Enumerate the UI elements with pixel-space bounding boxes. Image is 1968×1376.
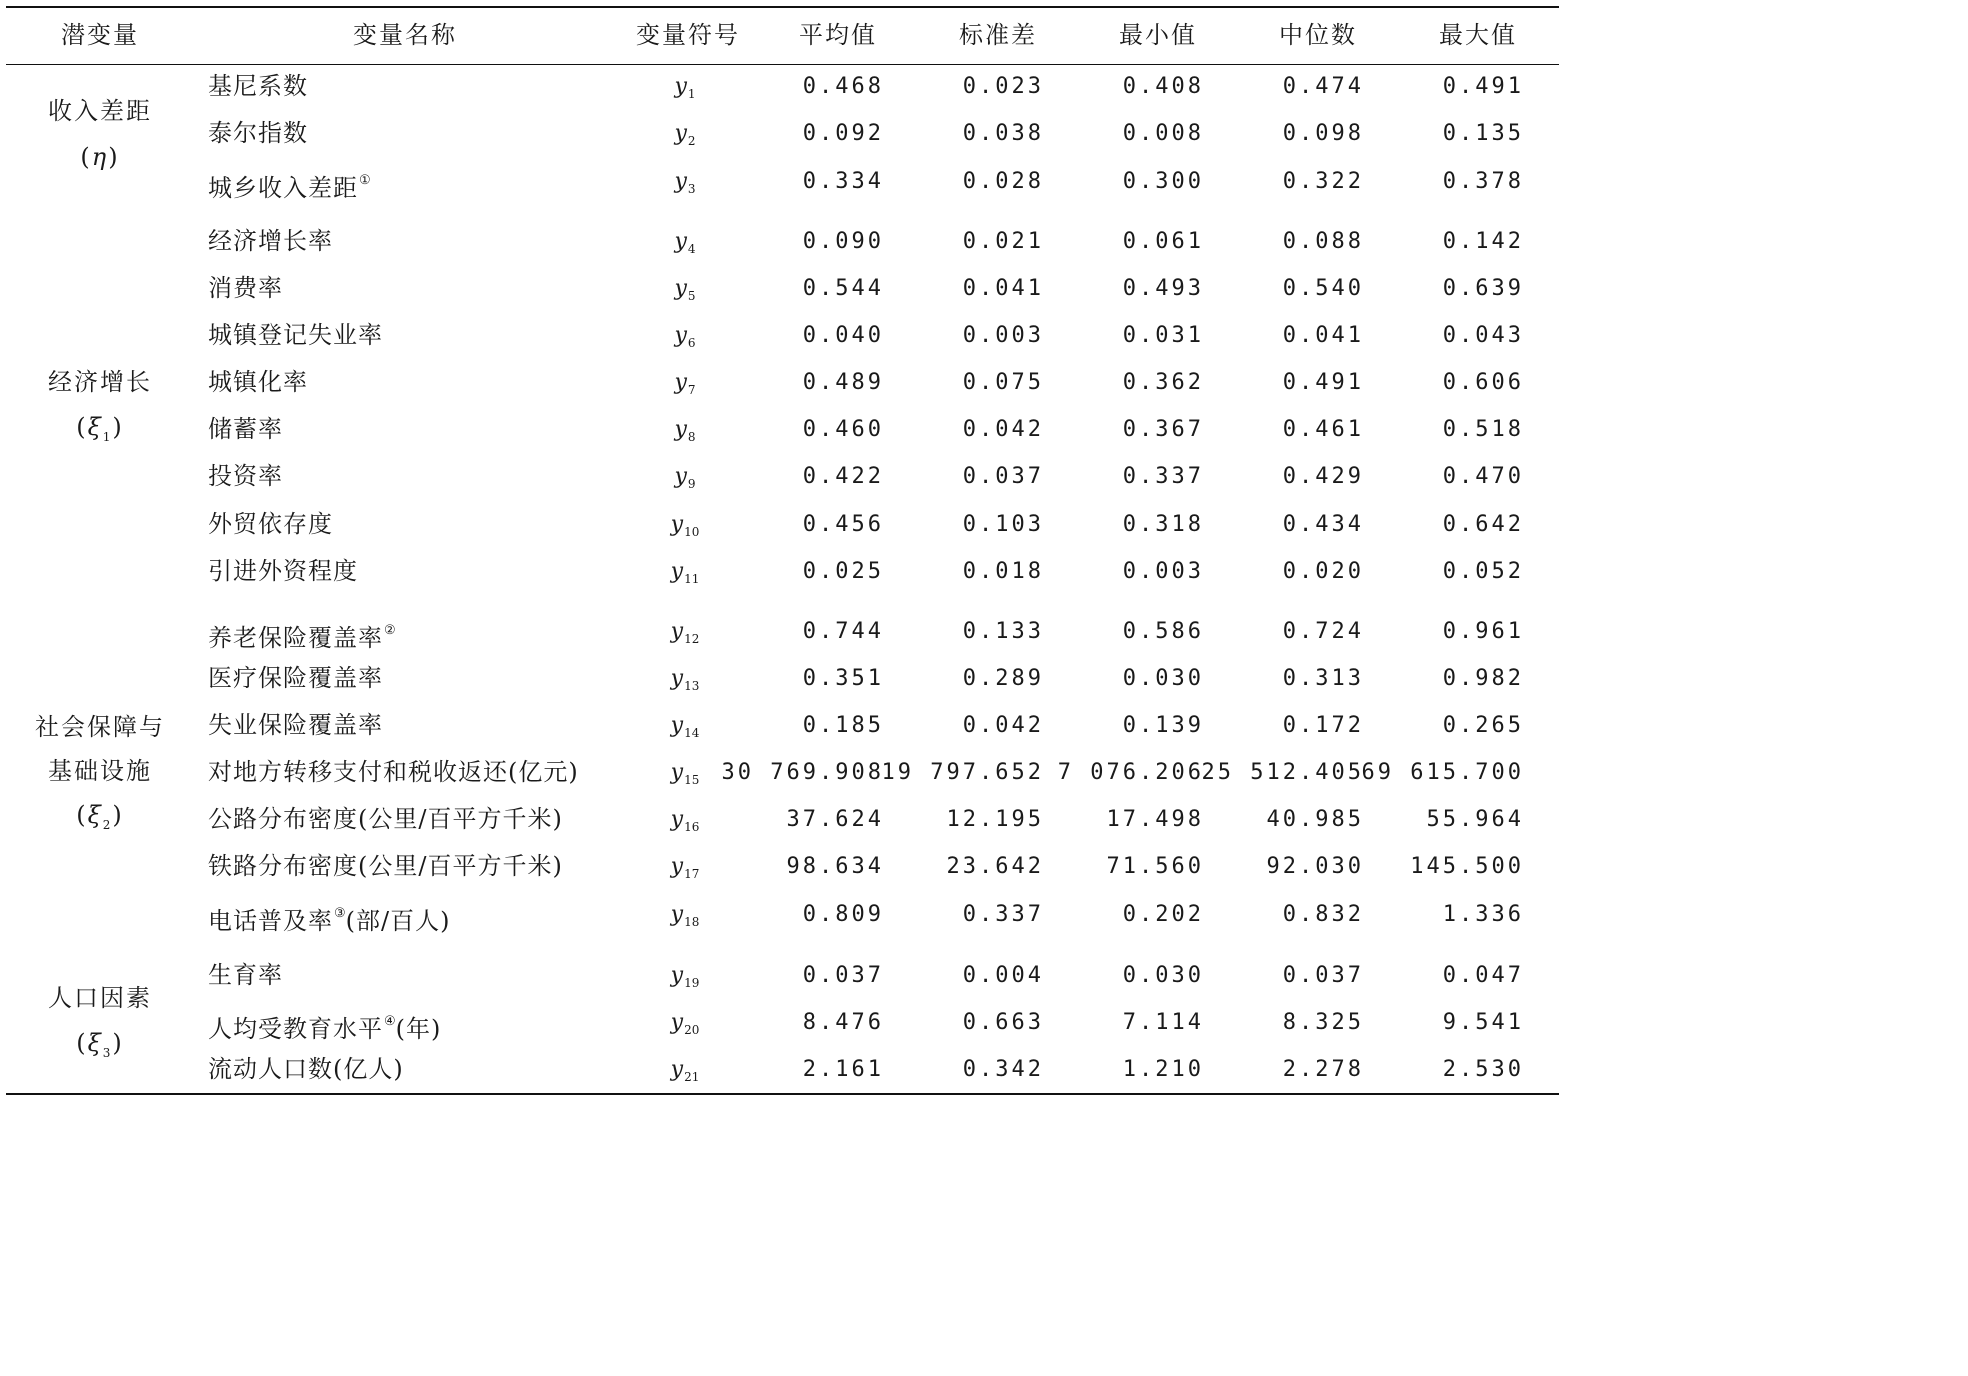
header-min: 最小值 bbox=[1119, 21, 1197, 49]
cell-variable-symbol bbox=[625, 275, 745, 310]
cell-median: 0.098 bbox=[1282, 121, 1364, 146]
table-top-rule bbox=[6, 6, 1559, 8]
header-max: 最大值 bbox=[1439, 21, 1517, 49]
cell-variable-name bbox=[208, 557, 358, 585]
variable-name-text: 城乡收入差距 bbox=[208, 174, 358, 202]
cell-min: 0.202 bbox=[1122, 902, 1204, 927]
cell-max: 69 615.700 bbox=[1361, 760, 1524, 785]
cell-variable-symbol bbox=[625, 168, 745, 203]
cell-median: 0.322 bbox=[1282, 169, 1364, 194]
cell-std-dev: 0.037 bbox=[962, 464, 1044, 489]
latent-social-security-label-line2: 基础设施 bbox=[48, 757, 152, 785]
symbol-subscript: 10 bbox=[684, 525, 700, 539]
symbol-subscript: 9 bbox=[687, 477, 696, 491]
cell-min: 0.003 bbox=[1122, 559, 1204, 584]
cell-min: 0.139 bbox=[1122, 713, 1204, 738]
variable-name-text: 铁路分布密度(公里/百平方千米) bbox=[208, 852, 563, 880]
cell-mean: 98.634 bbox=[786, 854, 884, 879]
footnote-marker: ③ bbox=[334, 906, 346, 921]
symbol-letter: y bbox=[674, 74, 687, 99]
cell-min: 17.498 bbox=[1106, 807, 1204, 832]
symbol-letter: y bbox=[670, 713, 684, 738]
variable-name-text: 公路分布密度(公里/百平方千米) bbox=[208, 805, 563, 833]
cell-max: 0.642 bbox=[1442, 512, 1524, 537]
symbol-subscript: 2 bbox=[687, 134, 696, 148]
symbol-letter: y bbox=[674, 276, 687, 301]
cell-mean: 0.809 bbox=[802, 902, 884, 927]
cell-max: 0.265 bbox=[1442, 713, 1524, 738]
variable-name-text: 基尼系数 bbox=[208, 72, 308, 100]
cell-max: 0.961 bbox=[1442, 619, 1524, 644]
cell-median: 40.985 bbox=[1266, 807, 1364, 832]
variable-name-text: 投资率 bbox=[208, 462, 283, 490]
symbol-subscript: 11 bbox=[684, 572, 700, 586]
cell-variable-name bbox=[208, 368, 308, 396]
cell-median: 92.030 bbox=[1266, 854, 1364, 879]
latent-income-gap-greek: η bbox=[91, 143, 109, 171]
symbol-subscript: 17 bbox=[684, 867, 700, 881]
cell-min: 0.586 bbox=[1122, 619, 1204, 644]
symbol-letter: y bbox=[674, 464, 687, 489]
cell-mean: 0.040 bbox=[802, 323, 884, 348]
latent-economic-growth-sub: 1 bbox=[102, 429, 113, 444]
cell-max: 0.639 bbox=[1442, 276, 1524, 301]
cell-variable-name bbox=[208, 1008, 441, 1043]
cell-variable-name bbox=[208, 415, 283, 443]
cell-max: 0.470 bbox=[1442, 464, 1524, 489]
cell-variable-name bbox=[208, 227, 333, 255]
cell-std-dev: 0.042 bbox=[962, 417, 1044, 442]
cell-max: 55.964 bbox=[1426, 807, 1524, 832]
symbol-letter: y bbox=[670, 902, 684, 927]
cell-median: 0.832 bbox=[1282, 902, 1364, 927]
cell-min: 71.560 bbox=[1106, 854, 1204, 879]
cell-variable-symbol bbox=[625, 228, 745, 263]
cell-median: 2.278 bbox=[1282, 1057, 1364, 1082]
cell-variable-symbol bbox=[625, 1009, 745, 1044]
latent-population-greek: ξ bbox=[87, 1029, 103, 1057]
variable-name-text: 泰尔指数 bbox=[208, 119, 308, 147]
cell-std-dev: 0.021 bbox=[962, 229, 1044, 254]
cell-max: 0.142 bbox=[1442, 229, 1524, 254]
cell-std-dev: 0.075 bbox=[962, 370, 1044, 395]
cell-median: 0.088 bbox=[1282, 229, 1364, 254]
cell-mean: 0.422 bbox=[802, 464, 884, 489]
symbol-letter: y bbox=[670, 963, 684, 988]
variable-name-text: 电话普及率 bbox=[208, 907, 333, 935]
cell-median: 0.434 bbox=[1282, 512, 1364, 537]
symbol-subscript: 6 bbox=[687, 336, 696, 350]
variable-name-text: 储蓄率 bbox=[208, 415, 283, 443]
cell-mean: 0.092 bbox=[802, 121, 884, 146]
cell-variable-name bbox=[208, 510, 333, 538]
cell-min: 0.362 bbox=[1122, 370, 1204, 395]
variable-name-text: 对地方转移支付和税收返还(亿元) bbox=[208, 758, 579, 786]
symbol-letter: y bbox=[674, 121, 687, 146]
cell-variable-name bbox=[208, 805, 563, 833]
cell-mean: 0.351 bbox=[802, 666, 884, 691]
latent-social-security-symbol: $(\xi_2)$ bbox=[76, 801, 124, 832]
header-variable-symbol: 变量符号 bbox=[636, 21, 740, 49]
cell-std-dev: 0.004 bbox=[962, 963, 1044, 988]
cell-min: 0.061 bbox=[1122, 229, 1204, 254]
header-std-dev: 标准差 bbox=[959, 21, 1037, 49]
cell-max: 9.541 bbox=[1442, 1010, 1524, 1035]
cell-max: 0.043 bbox=[1442, 323, 1524, 348]
symbol-letter: y bbox=[670, 666, 684, 691]
variable-name-text: 流动人口数(亿人) bbox=[208, 1055, 404, 1083]
cell-min: 0.030 bbox=[1122, 963, 1204, 988]
cell-median: 0.172 bbox=[1282, 713, 1364, 738]
footnote-marker: ① bbox=[359, 173, 371, 188]
symbol-subscript: 7 bbox=[687, 383, 696, 397]
latent-economic-growth-label: 经济增长 bbox=[48, 368, 152, 396]
cell-variable-symbol bbox=[625, 1056, 745, 1091]
cell-min: 0.408 bbox=[1122, 74, 1204, 99]
table-bottom-rule bbox=[6, 1093, 1559, 1095]
cell-std-dev: 0.003 bbox=[962, 323, 1044, 348]
variable-name-text: 城镇登记失业率 bbox=[208, 321, 383, 349]
cell-variable-name bbox=[208, 711, 383, 739]
cell-variable-symbol bbox=[625, 369, 745, 404]
cell-std-dev: 0.042 bbox=[962, 713, 1044, 738]
symbol-subscript: 14 bbox=[684, 726, 700, 740]
cell-variable-symbol bbox=[625, 806, 745, 841]
symbol-letter: y bbox=[674, 417, 687, 442]
cell-variable-name bbox=[208, 167, 371, 202]
cell-mean: 0.460 bbox=[802, 417, 884, 442]
latent-population-symbol: $(\xi_3)$ bbox=[76, 1029, 124, 1060]
variable-unit-suffix: (部/百人) bbox=[345, 907, 451, 935]
variable-name-text: 经济增长率 bbox=[208, 227, 333, 255]
cell-std-dev: 12.195 bbox=[946, 807, 1044, 832]
cell-max: 0.052 bbox=[1442, 559, 1524, 584]
cell-variable-name bbox=[208, 119, 308, 147]
variable-name-text: 消费率 bbox=[208, 274, 283, 302]
cell-min: 7 076.206 bbox=[1057, 760, 1204, 785]
cell-variable-name bbox=[208, 1055, 404, 1083]
cell-median: 0.041 bbox=[1282, 323, 1364, 348]
cell-variable-symbol bbox=[625, 511, 745, 546]
cell-median: 8.325 bbox=[1282, 1010, 1364, 1035]
latent-economic-growth-greek: ξ bbox=[87, 413, 103, 441]
cell-variable-symbol bbox=[625, 322, 745, 357]
cell-min: 0.030 bbox=[1122, 666, 1204, 691]
cell-mean: 2.161 bbox=[802, 1057, 884, 1082]
cell-variable-name bbox=[208, 900, 450, 935]
cell-mean: 0.025 bbox=[802, 559, 884, 584]
cell-variable-symbol bbox=[625, 665, 745, 700]
cell-variable-symbol bbox=[625, 712, 745, 747]
cell-std-dev: 23.642 bbox=[946, 854, 1044, 879]
symbol-letter: y bbox=[670, 512, 684, 537]
cell-std-dev: 0.041 bbox=[962, 276, 1044, 301]
latent-income-gap-symbol: (η) bbox=[80, 143, 120, 171]
cell-mean: 0.744 bbox=[802, 619, 884, 644]
cell-median: 25 512.405 bbox=[1201, 760, 1364, 785]
symbol-subscript: 19 bbox=[684, 976, 700, 990]
cell-max: 0.378 bbox=[1442, 169, 1524, 194]
cell-mean: 0.037 bbox=[802, 963, 884, 988]
symbol-subscript: 12 bbox=[684, 632, 700, 646]
cell-std-dev: 19 797.652 bbox=[881, 760, 1044, 785]
header-latent-variable: 潜变量 bbox=[61, 21, 139, 49]
cell-variable-symbol bbox=[625, 558, 745, 593]
cell-variable-name bbox=[208, 961, 283, 989]
cell-min: 0.318 bbox=[1122, 512, 1204, 537]
cell-max: 145.500 bbox=[1410, 854, 1524, 879]
cell-max: 1.336 bbox=[1442, 902, 1524, 927]
cell-min: 7.114 bbox=[1122, 1010, 1204, 1035]
cell-mean: 0.334 bbox=[802, 169, 884, 194]
cell-mean: 0.544 bbox=[802, 276, 884, 301]
variable-unit-suffix: (年) bbox=[395, 1015, 442, 1043]
cell-median: 0.313 bbox=[1282, 666, 1364, 691]
symbol-letter: y bbox=[674, 370, 687, 395]
footnote-marker: ④ bbox=[384, 1014, 396, 1029]
cell-median: 0.020 bbox=[1282, 559, 1364, 584]
cell-std-dev: 0.337 bbox=[962, 902, 1044, 927]
symbol-subscript: 8 bbox=[687, 430, 696, 444]
latent-population-label: 人口因素 bbox=[48, 984, 152, 1012]
cell-variable-symbol bbox=[625, 901, 745, 936]
cell-min: 1.210 bbox=[1122, 1057, 1204, 1082]
header-mean: 平均值 bbox=[799, 21, 877, 49]
cell-mean: 37.624 bbox=[786, 807, 884, 832]
symbol-letter: y bbox=[670, 559, 684, 584]
cell-max: 0.135 bbox=[1442, 121, 1524, 146]
latent-population-sub: 3 bbox=[102, 1045, 113, 1060]
symbol-letter: y bbox=[670, 1057, 684, 1082]
latent-social-security-greek: ξ bbox=[87, 801, 103, 829]
cell-mean: 0.185 bbox=[802, 713, 884, 738]
symbol-subscript: 5 bbox=[687, 289, 696, 303]
cell-median: 0.724 bbox=[1282, 619, 1364, 644]
cell-std-dev: 0.023 bbox=[962, 74, 1044, 99]
table-header-rule bbox=[6, 64, 1559, 65]
cell-max: 0.982 bbox=[1442, 666, 1524, 691]
cell-median: 0.429 bbox=[1282, 464, 1364, 489]
cell-variable-name bbox=[208, 72, 308, 100]
variable-name-text: 失业保险覆盖率 bbox=[208, 711, 383, 739]
cell-variable-name bbox=[208, 664, 383, 692]
cell-min: 0.300 bbox=[1122, 169, 1204, 194]
cell-mean: 8.476 bbox=[802, 1010, 884, 1035]
symbol-letter: y bbox=[670, 760, 684, 785]
latent-social-security-sub: 2 bbox=[102, 817, 113, 832]
symbol-subscript: 4 bbox=[687, 242, 696, 256]
variable-name-text: 城镇化率 bbox=[208, 368, 308, 396]
cell-variable-name bbox=[208, 758, 579, 786]
symbol-letter: y bbox=[670, 854, 684, 879]
cell-variable-name bbox=[208, 617, 396, 652]
cell-variable-symbol bbox=[625, 853, 745, 888]
cell-std-dev: 0.663 bbox=[962, 1010, 1044, 1035]
cell-median: 0.037 bbox=[1282, 963, 1364, 988]
cell-min: 0.031 bbox=[1122, 323, 1204, 348]
cell-max: 0.491 bbox=[1442, 74, 1524, 99]
symbol-letter: y bbox=[670, 619, 684, 644]
cell-median: 0.474 bbox=[1282, 74, 1364, 99]
latent-income-gap-label: 收入差距 bbox=[48, 97, 152, 125]
symbol-letter: y bbox=[674, 169, 687, 194]
cell-variable-symbol bbox=[625, 463, 745, 498]
cell-min: 0.493 bbox=[1122, 276, 1204, 301]
symbol-subscript: 16 bbox=[684, 820, 700, 834]
cell-variable-symbol bbox=[625, 416, 745, 451]
cell-std-dev: 0.028 bbox=[962, 169, 1044, 194]
cell-std-dev: 0.133 bbox=[962, 619, 1044, 644]
cell-min: 0.008 bbox=[1122, 121, 1204, 146]
cell-std-dev: 0.342 bbox=[962, 1057, 1044, 1082]
cell-std-dev: 0.103 bbox=[962, 512, 1044, 537]
cell-mean: 0.489 bbox=[802, 370, 884, 395]
cell-mean: 30 769.908 bbox=[721, 760, 884, 785]
variable-name-text: 生育率 bbox=[208, 961, 283, 989]
variable-name-text: 引进外资程度 bbox=[208, 557, 358, 585]
variable-name-text: 养老保险覆盖率 bbox=[208, 624, 383, 652]
cell-mean: 0.468 bbox=[802, 74, 884, 99]
symbol-subscript: 20 bbox=[684, 1023, 700, 1037]
symbol-letter: y bbox=[674, 229, 687, 254]
cell-median: 0.540 bbox=[1282, 276, 1364, 301]
variable-name-text: 外贸依存度 bbox=[208, 510, 333, 538]
symbol-letter: y bbox=[670, 1010, 684, 1035]
cell-mean: 0.090 bbox=[802, 229, 884, 254]
latent-social-security-label-line1: 社会保障与 bbox=[35, 713, 165, 741]
cell-variable-name bbox=[208, 462, 283, 490]
symbol-letter: y bbox=[674, 323, 687, 348]
symbol-subscript: 1 bbox=[687, 87, 696, 101]
cell-variable-name bbox=[208, 274, 283, 302]
symbol-subscript: 15 bbox=[684, 773, 700, 787]
header-median: 中位数 bbox=[1279, 21, 1357, 49]
cell-variable-symbol bbox=[625, 962, 745, 997]
cell-min: 0.367 bbox=[1122, 417, 1204, 442]
cell-max: 2.530 bbox=[1442, 1057, 1524, 1082]
variable-name-text: 医疗保险覆盖率 bbox=[208, 664, 383, 692]
cell-variable-name bbox=[208, 321, 383, 349]
cell-std-dev: 0.018 bbox=[962, 559, 1044, 584]
cell-max: 0.518 bbox=[1442, 417, 1524, 442]
cell-max: 0.047 bbox=[1442, 963, 1524, 988]
symbol-subscript: 18 bbox=[684, 915, 700, 929]
header-variable-name: 变量名称 bbox=[353, 21, 457, 49]
cell-variable-symbol bbox=[625, 73, 745, 108]
symbol-subscript: 13 bbox=[684, 679, 700, 693]
cell-median: 0.491 bbox=[1282, 370, 1364, 395]
symbol-subscript: 21 bbox=[684, 1070, 700, 1084]
symbol-letter: y bbox=[670, 807, 684, 832]
footnote-marker: ② bbox=[384, 623, 396, 638]
cell-variable-symbol bbox=[625, 120, 745, 155]
cell-max: 0.606 bbox=[1442, 370, 1524, 395]
latent-economic-growth-symbol: $(\xi_1)$ bbox=[76, 413, 124, 444]
cell-variable-name bbox=[208, 852, 563, 880]
cell-variable-symbol bbox=[625, 618, 745, 653]
cell-min: 0.337 bbox=[1122, 464, 1204, 489]
cell-std-dev: 0.038 bbox=[962, 121, 1044, 146]
cell-mean: 0.456 bbox=[802, 512, 884, 537]
cell-std-dev: 0.289 bbox=[962, 666, 1044, 691]
symbol-subscript: 3 bbox=[687, 182, 696, 196]
cell-median: 0.461 bbox=[1282, 417, 1364, 442]
variable-name-text: 人均受教育水平 bbox=[208, 1015, 383, 1043]
